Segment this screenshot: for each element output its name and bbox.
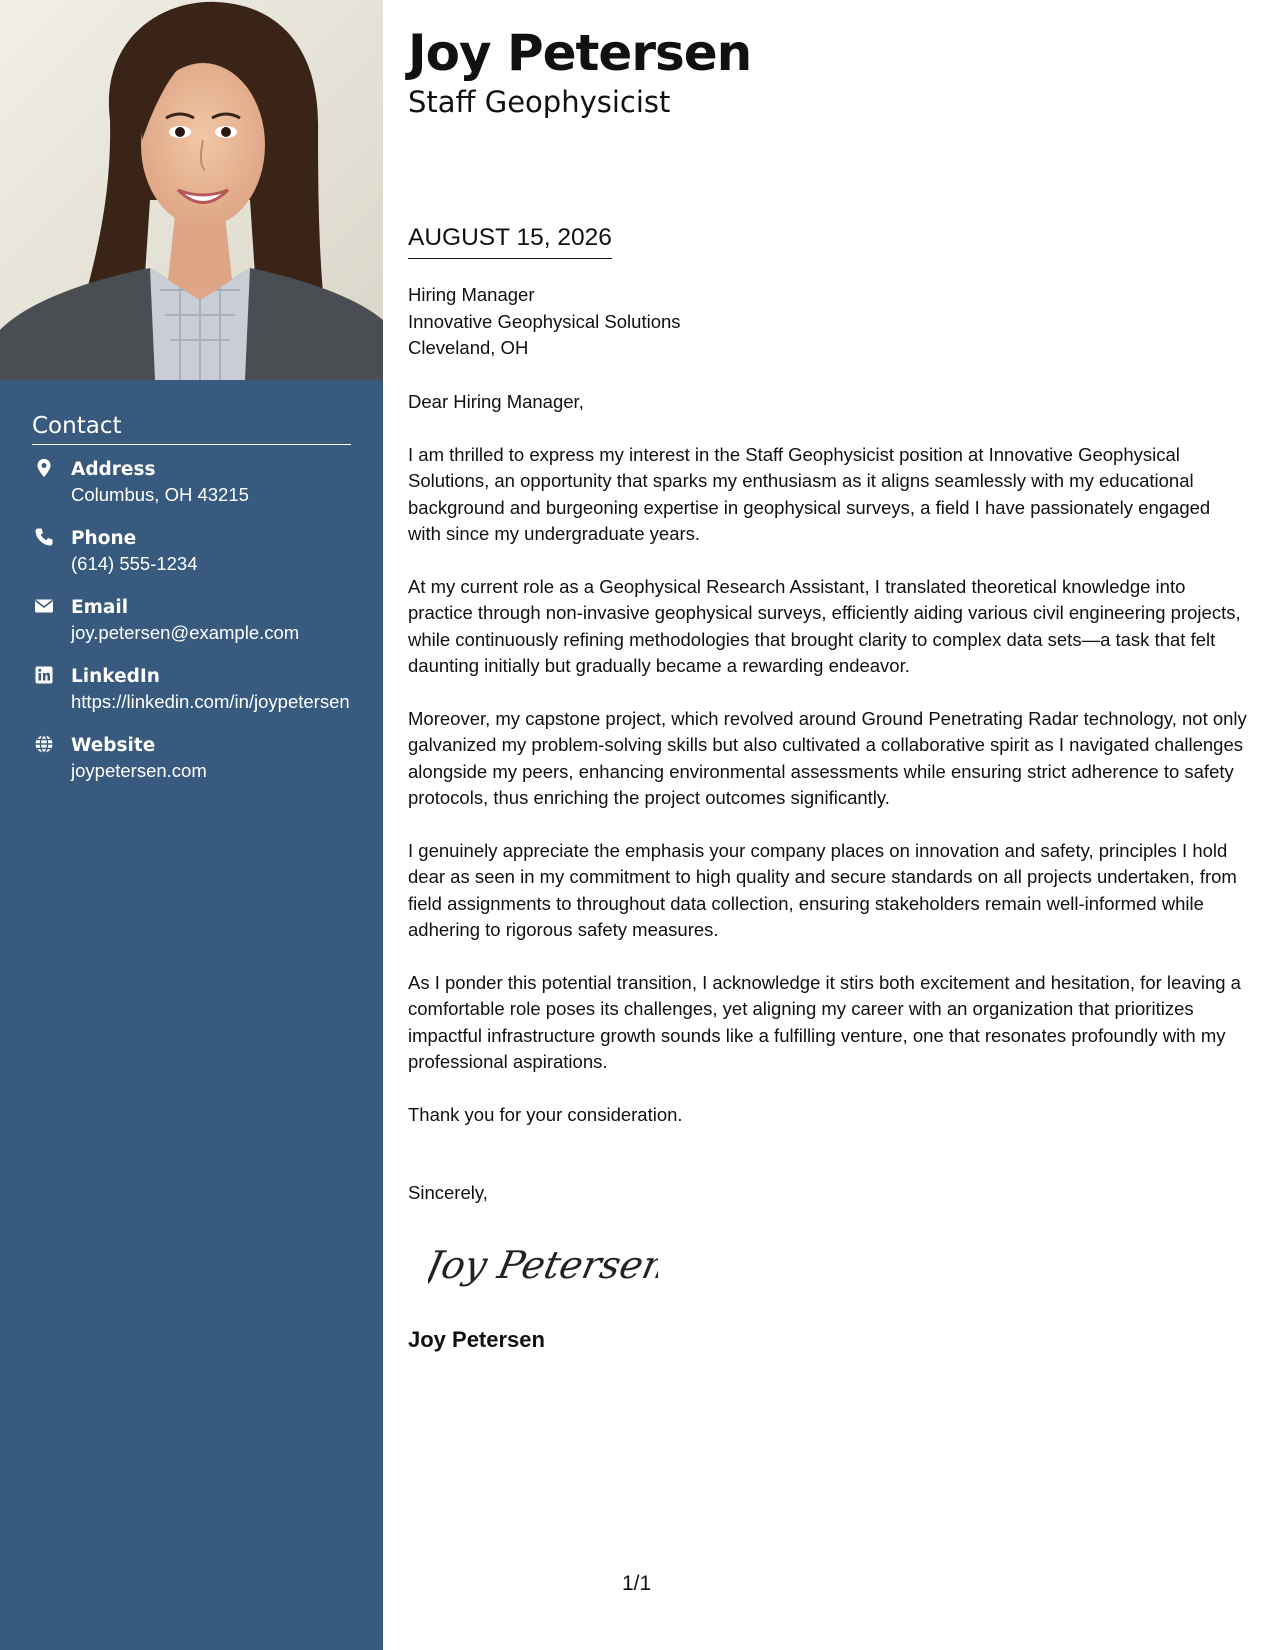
email-value[interactable]: joy.petersen@example.com <box>71 622 300 643</box>
envelope-icon <box>34 596 54 616</box>
linkedin-icon <box>34 665 54 685</box>
contact-phone <box>32 526 351 576</box>
profile-photo <box>0 0 383 380</box>
globe-icon <box>34 734 54 754</box>
address-label: Address <box>71 459 156 480</box>
closing: Sincerely, <box>408 1182 488 1203</box>
recipient-title: Hiring Manager <box>408 284 535 305</box>
page-number: 1/1 <box>622 1572 652 1595</box>
contact-address <box>32 457 351 507</box>
contact-email <box>32 595 351 645</box>
body-paragraph: At my current role as a Geophysical Research Assistant, I translated theoretical knowledge into practice through non-invasive geophysical surveys, efficiently aiding various civil engineering projects, while continuously refining methodologies that brought clarity to complex data sets—a task that felt daunting initially but gradually became a rewarding endeavor. <box>408 575 1241 677</box>
letter-body <box>408 389 1248 1155</box>
address-value: Columbus, OH 43215 <box>71 484 249 505</box>
recipient-company: Innovative Geophysical Solutions <box>408 310 681 332</box>
sidebar <box>0 0 383 1650</box>
linkedin-value[interactable]: https://linkedin.com/in/joypetersen <box>71 691 350 712</box>
phone-value[interactable]: (614) 555-1234 <box>71 553 198 574</box>
website-value[interactable]: joypetersen.com <box>71 760 207 781</box>
thank-you-line: Thank you for your consideration. <box>408 1103 683 1125</box>
signer-name: Joy Petersen <box>408 1327 545 1352</box>
applicant-name: Joy Petersen <box>408 24 752 82</box>
contact-linkedin <box>32 664 351 714</box>
body-paragraph: Moreover, my capstone project, which revolved around Ground Penetrating Radar technology, not only galvanized my problem-solving skills but also cultivated a collaborative spirit as I navigated challenges alongside my peers, enhancing environmental assessments while ensuring strict adherence to safety protocols, thus enriching the project outcomes significantly. <box>408 707 1247 809</box>
contact-section <box>32 412 351 802</box>
job-title: Staff Geophysicist <box>408 85 671 119</box>
email-label: Email <box>71 597 129 618</box>
body-paragraph: I genuinely appreciate the emphasis your company places on innovation and safety, principles I hold dear as seen in my commitment to high quality and secure standards on all projects undertaken, from field assignments to throughout data collection, ensuring stakeholders remain well-informed while adhering to rigorous safety measures. <box>408 839 1237 941</box>
contact-heading: Contact <box>32 412 351 445</box>
website-label: Website <box>71 735 156 756</box>
letter-date: AUGUST 15, 2026 <box>408 222 612 259</box>
linkedin-label: LinkedIn <box>71 666 160 687</box>
recipient-block <box>408 282 681 362</box>
map-pin-icon <box>34 458 54 478</box>
svg-text:Joy Petersen: Joy Petersen <box>428 1243 658 1288</box>
body-paragraph: I am thrilled to express my interest in the Staff Geophysicist position at Innovative Geophysical Solutions, an opportunity that sparks my enthusiasm as it aligns seamlessly with my educational background and burgeoning expertise in geophysical surveys, a field I have passionately engaged with since my undergraduate years. <box>408 443 1211 545</box>
handwritten-signature <box>428 1232 658 1302</box>
salutation: Dear Hiring Manager, <box>408 391 584 412</box>
contact-website <box>32 733 351 783</box>
phone-icon <box>34 527 54 547</box>
body-paragraph: As I ponder this potential transition, I acknowledge it stirs both excitement and hesitation, for leaving a comfortable role poses its challenges, yet aligning my career with an organization that prioritizes impactful infrastructure growth sounds like a fulfilling venture, one that resonates profoundly with my professional aspirations. <box>408 971 1241 1073</box>
recipient-location: Cleveland, OH <box>408 337 529 358</box>
phone-label: Phone <box>71 528 137 549</box>
